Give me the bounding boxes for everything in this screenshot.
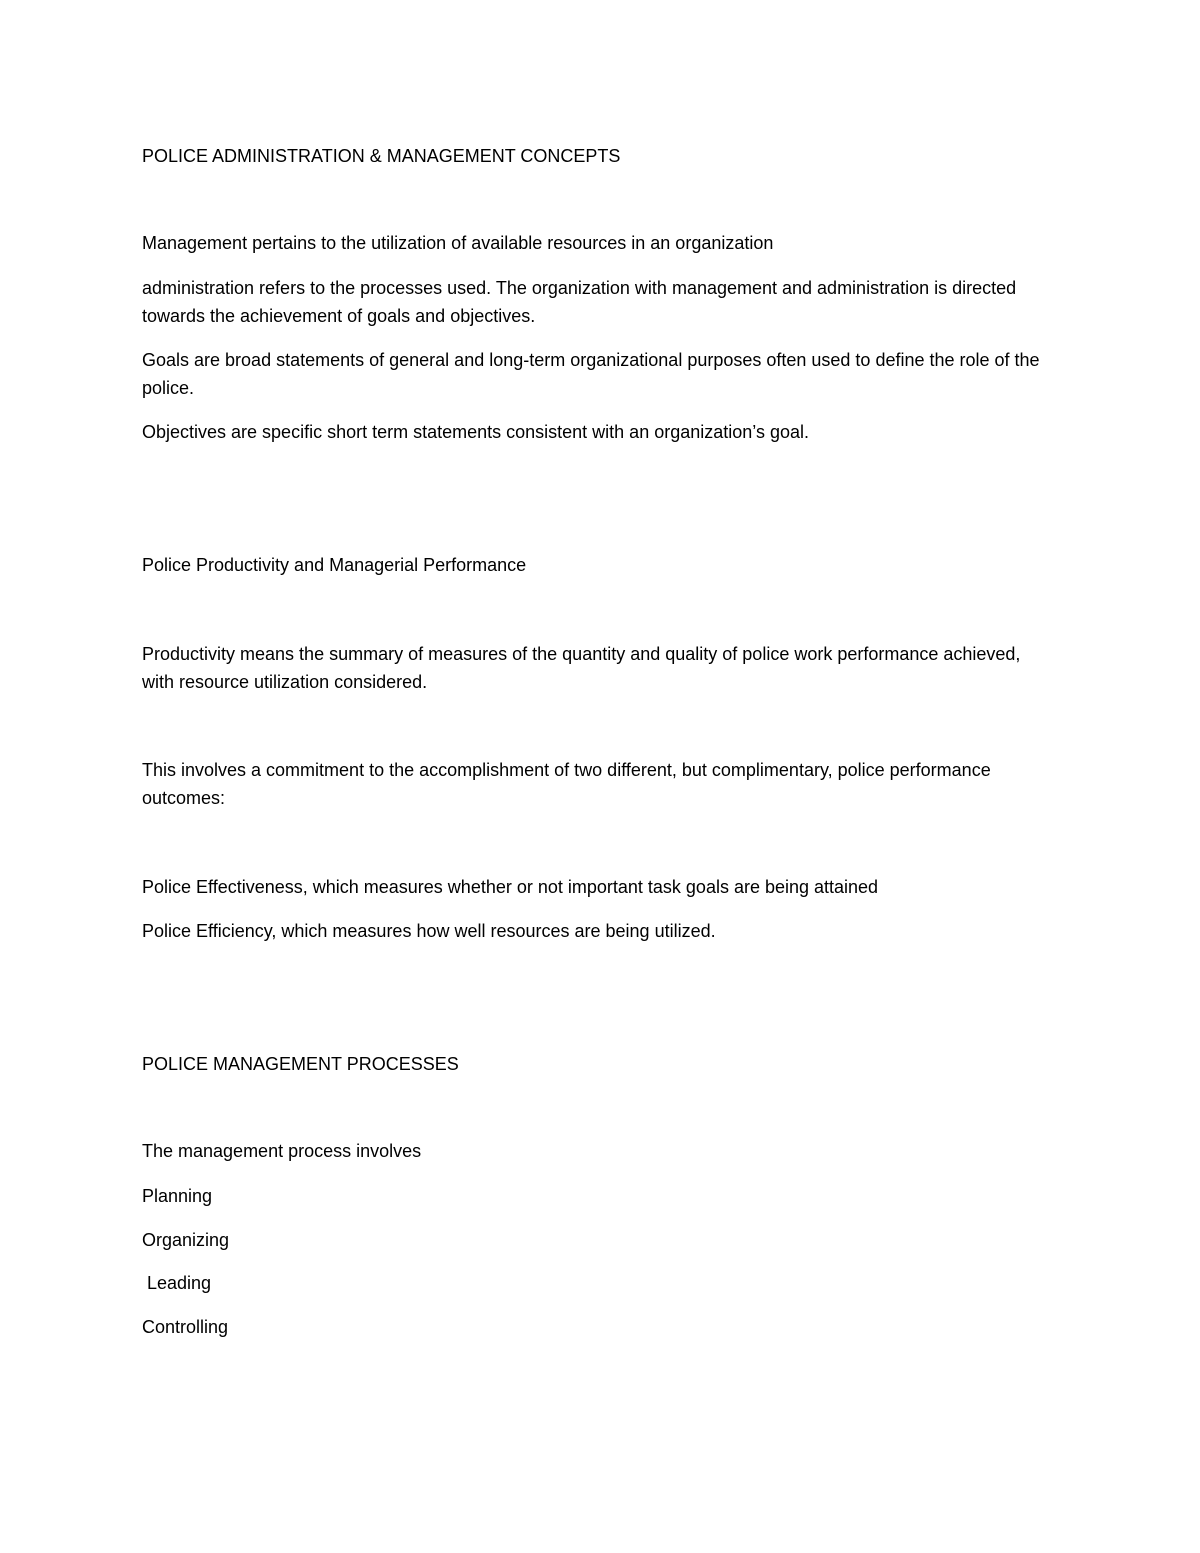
- section-heading-productivity: Police Productivity and Managerial Performance: [142, 555, 527, 575]
- section-heading-processes: POLICE MANAGEMENT PROCESSES: [142, 1054, 459, 1074]
- process-item-controlling: Controlling: [142, 1317, 229, 1337]
- paragraph-administration: administration refers to the processes used. The organization with management and administration is directed towards the achievement of goals and objectives.: [142, 278, 1017, 326]
- paragraph-management: Management pertains to the utilization of available resources in an organization: [142, 233, 774, 253]
- paragraph-goals: Goals are broad statements of general and long-term organizational purposes often used to define the role of the police.: [142, 350, 1040, 398]
- process-item-planning: Planning: [142, 1186, 213, 1206]
- processes-intro: The management process involves: [142, 1141, 422, 1161]
- document-title: POLICE ADMINISTRATION & MANAGEMENT CONCEPTS: [142, 146, 621, 166]
- paragraph-efficiency: Police Efficiency, which measures how well resources are being utilized.: [142, 921, 716, 941]
- process-item-organizing: Organizing: [142, 1230, 230, 1250]
- paragraph-effectiveness: Police Effectiveness, which measures whether or not important task goals are being attained: [142, 877, 879, 897]
- paragraph-commitment: This involves a commitment to the accomplishment of two different, but complimentary, police performance outcomes:: [142, 760, 991, 808]
- process-item-leading: Leading: [147, 1273, 212, 1293]
- paragraph-productivity: Productivity means the summary of measures of the quantity and quality of police work performance achieved, with resource utilization considered.: [142, 644, 1021, 692]
- paragraph-objectives: Objectives are specific short term statements consistent with an organization’s goal.: [142, 422, 809, 442]
